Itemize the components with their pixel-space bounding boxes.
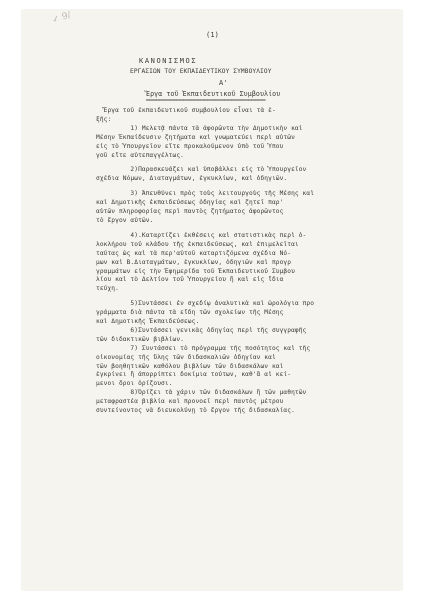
chapter-number: Α' xyxy=(219,79,228,87)
heading-underline: ═══════════════════════════════════ xyxy=(146,97,266,104)
text-line: τῶν βοηθητικῶν καθόλου βιβλίων τῶν διδασκάλων καὶ xyxy=(96,362,284,370)
text-line: λίου καὶ τὸ Δελτίον τοῦ Ὑπουργείου ἢ καὶ εἰς ἴδια xyxy=(96,276,284,284)
text-line: 2)Παρασκευάζει καὶ ὑποβάλλει εἰς τὸ Ὑπουργεῖον xyxy=(96,166,307,174)
text-line: γοῦ εἴτε αὐτεπαγγέλτως. xyxy=(96,151,184,159)
text-line: συντείνοντος νὰ διευκολύνῃ τὸ ἔργον τῆς διδασκαλίας. xyxy=(96,407,295,415)
text-line: εἰς τὸ Ὑπουργεῖον εἴτε προκαλούμενον ὑπὸ τοῦ Ὑπου xyxy=(96,142,284,150)
document-title: ΚΑΝΟΝΙΣΜΟΣ xyxy=(139,57,198,65)
page-number: (1) xyxy=(206,31,219,39)
text-line: 3) Ἀπευθύνει πρὸς τοὺς λειτουργοὺς τῆς Μέσης καὶ xyxy=(96,190,315,198)
section-heading: Ἔργα τοῦ Ἐκπαιδευτικοῦ Συμβουλίου xyxy=(146,90,281,98)
text-line: αὐτῶν πληροφορίας περὶ παντὸς ζητήματος ἀφορῶντος xyxy=(96,208,284,216)
text-line: τὸ ἔργον αὐτῶν. xyxy=(96,216,154,224)
text-line: τεύχη. xyxy=(96,285,119,293)
text-line: 6)Συντάσσει γενικὰς ὁδηγίας περὶ τῆς συγγραφῆς xyxy=(96,326,307,334)
text-line: 7) Συντάσσει τὸ πρόγραμμα τῆς ποσότητος καὶ τῆς xyxy=(96,344,311,352)
text-line: γράμματα διὰ πάντα τὰ εἴδη τῶν σχολείων τῆς Μέσης xyxy=(96,309,284,317)
text-line: ξῆς: xyxy=(96,115,112,123)
text-line: τῶν διδακτικῶν βιβλίων. xyxy=(96,335,184,343)
text-line: 8)Ὁρίζει τὰ χάριν τῶν διδασκάλων ἢ τῶν μαθητῶν xyxy=(96,389,307,397)
text-line: μεταφραστέα βιβλία καὶ προνοεῖ περὶ παντὸς μέτρου xyxy=(96,398,284,406)
text-line: λοκλήρου τοῦ κλάδου τῆς ἐκπαιδεύσεως, καὶ ἐπιμελεῖται xyxy=(96,240,299,248)
document-body xyxy=(96,107,396,416)
document-subtitle: ΕΡΓΑΣΙΩΝ ΤΟΥ ΕΚΠΑΙΔΕΥΤΙΚΟΥ ΣΥΜΒΟΥΛΙΟΥ xyxy=(130,68,272,75)
text-line: 4).Καταρτίζει ἐκθέσεις καὶ στατιστικὰς περὶ ὁ- xyxy=(96,231,307,239)
text-line: Μέσην Ἐκπαίδευσιν ζητήματα καὶ γνωματεύει περὶ αὐτῶν xyxy=(96,133,295,141)
text-line: Ἔργα τοῦ ἐκπαιδευτικοῦ συμβουλίου εἶναι τὰ ἑ- xyxy=(96,107,276,114)
text-line: καὶ Δημοτικῆς Ἐκπαιδεύσεως. xyxy=(96,318,200,326)
text-line: οἰκονομίας τῆς ὕλης τῶν διδασκαλιῶν ὁδηγίαν καὶ xyxy=(96,353,276,361)
text-line: 1) Μελετᾷ πάντα τὰ ἀφορῶντα τὴν Δημοτικὴν καὶ xyxy=(96,124,303,132)
document-page xyxy=(22,10,402,590)
text-line: γραμμάτων εἰς τὴν Ἐφημερίδα τοῦ Ἐκπαιδευτικοῦ Συμβου xyxy=(96,267,295,275)
handwritten-mark: ✓ 9/ xyxy=(50,10,73,26)
text-line: ταύτας ὡς καὶ τὰ περ'αὐτοῦ καταρτιζόμενα σχέδια Νό- xyxy=(96,249,292,257)
text-line: καὶ Δημοτικῆς ἐκπαιδεύσεως ὁδηγίας καὶ ζητεῖ παρ' xyxy=(96,199,284,207)
text-line: ἐγκρίνει ἢ ἀπορρίπτει δοκίμια τούτων, καθ'ἃ αἱ κεί- xyxy=(96,371,292,379)
text-line: σχέδια Νόμων, Διαταγμάτων, ἐγκυκλίων, καὶ ὁδηγιῶν. xyxy=(96,175,288,183)
text-line: μων καὶ Β.Διαταγμάτων, ἐγκυκλίων, ὁδηγιῶν καὶ προγρ xyxy=(96,258,292,266)
text-line: 5)Συντάσσει ἐν σχεδίῳ ἀναλυτικὰ καὶ ὡρολόγια προ xyxy=(96,300,315,308)
text-line: μενοι ὅροι ὁρίζουσι. xyxy=(96,380,173,388)
